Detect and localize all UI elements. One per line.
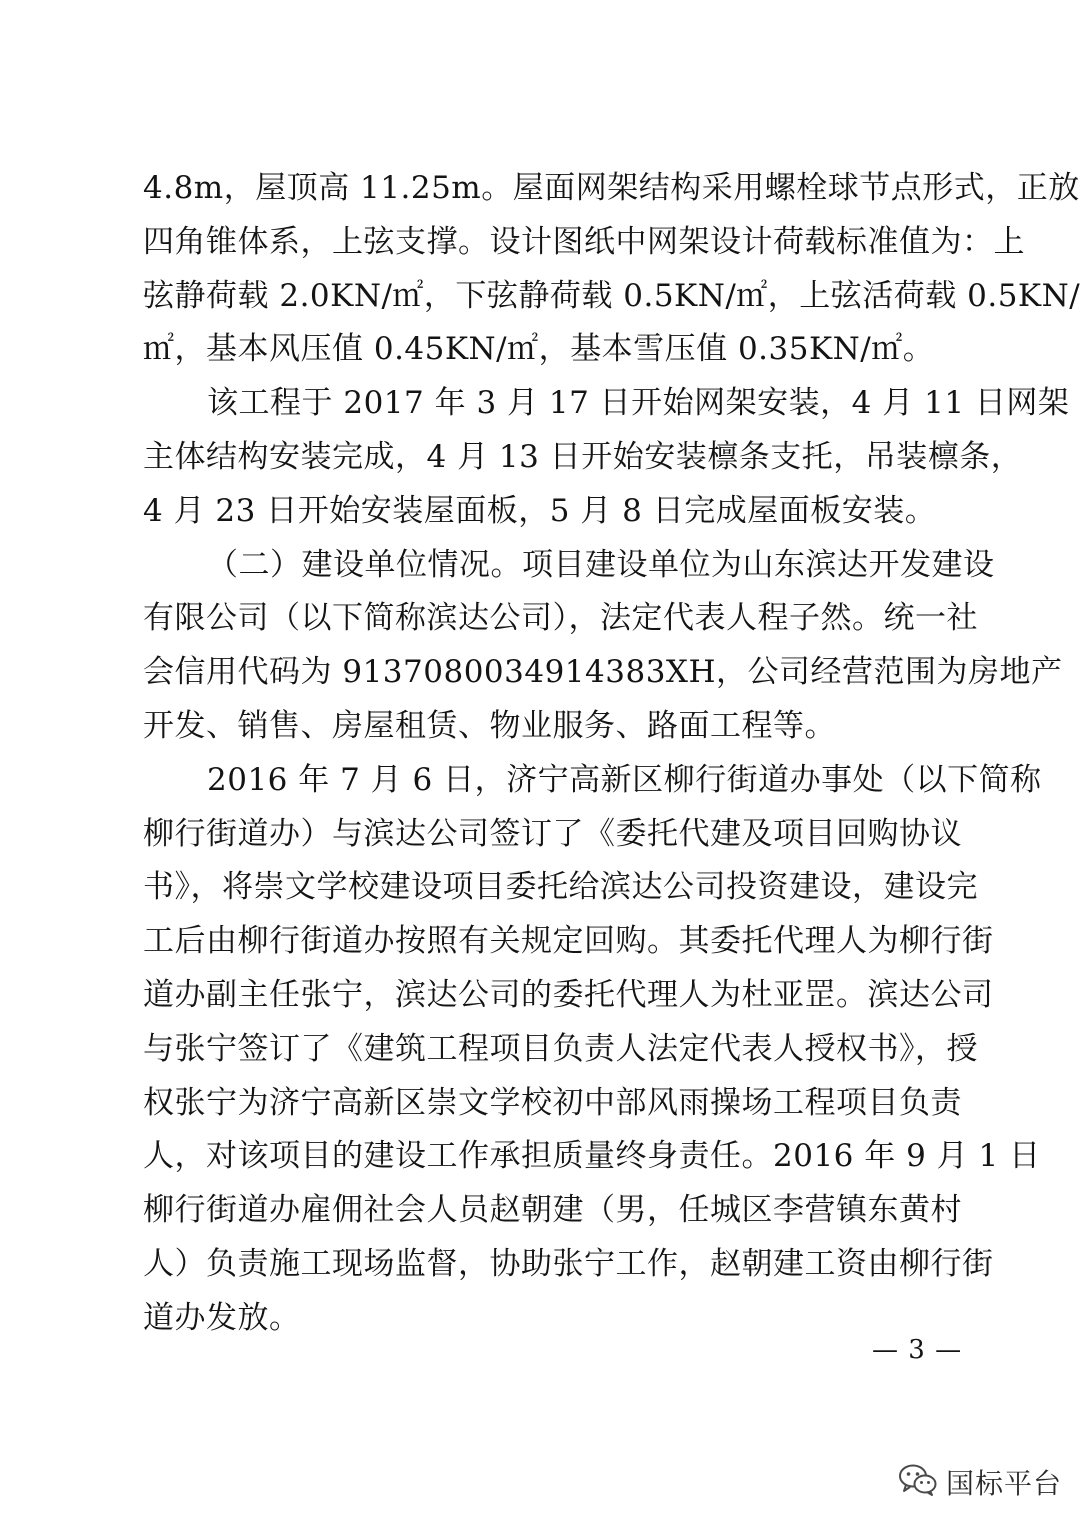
text-line: 权张宁为济宁高新区崇文学校初中部风雨操场工程项目负责 [143,1084,962,1121]
text-line: 会信用代码为 9137080034914383XH，公司经营范围为房地产 [143,654,1063,691]
text-line: 书》，将崇文学校建设项目委托给滨达公司投资建设，建设完 [143,869,978,906]
text-line: 与张宁签订了《建筑工程项目负责人法定代表人授权书》，授 [143,1030,978,1067]
text-line: 人，对该项目的建设工作承担质量终身责任。2016 年 9 月 1 日 [143,1138,1041,1175]
text-line: 道办发放。 [143,1299,301,1336]
text-line: 柳行街道办）与滨达公司签订了《委托代建及项目回购协议 [143,815,962,852]
text-line: 人）负责施工现场监督，协助张宁工作，赵朝建工资由柳行街 [143,1245,994,1282]
watermark-text: 国标平台 [946,1467,1063,1500]
text-line: 有限公司（以下简称滨达公司），法定代表人程子然。统一社 [143,600,978,637]
wechat-icon [898,1463,938,1501]
text-line: 4.8m，屋顶高 11.25m。屋面网架结构采用螺栓球节点形式，正放 [143,170,1080,206]
page-number: — 3 — [872,1335,963,1365]
watermark [898,1464,1062,1500]
text-line: （二）建设单位情况。项目建设单位为山东滨达开发建设 [207,546,995,583]
text-line: 2016 年 7 月 6 日，济宁高新区柳行街道办事处（以下简称 [207,761,1042,798]
text-line: 四角锥体系，上弦支撑。设计图纸中网架设计荷载标准值为：上 [143,223,1025,260]
text-line: 4 月 23 日开始安装屋面板，5 月 8 日完成屋面板安装。 [143,492,937,529]
text-line: 开发、销售、房屋租赁、物业服务、路面工程等。 [143,707,836,744]
text-line: 主体结构安装完成，4 月 13 日开始安装檩条支托，吊装檩条， [143,438,1023,475]
document-body [143,162,1080,1346]
text-line: 该工程于 2017 年 3 月 17 日开始网架安装，4 月 11 日网架 [207,385,1070,422]
text-line: 工后由柳行街道办按照有关规定回购。其委托代理人为柳行街 [143,923,994,960]
text-line: 道办副主任张宁，滨达公司的委托代理人为杜亚罡。滨达公司 [143,976,994,1013]
text-line: ㎡，基本风压值 0.45KN/㎡，基本雪压值 0.35KN/㎡。 [143,331,935,368]
text-line: 柳行街道办雇佣社会人员赵朝建（男，任城区李营镇东黄村 [143,1192,962,1229]
text-line: 弦静荷载 2.0KN/㎡，下弦静荷载 0.5KN/㎡，上弦活荷载 0.5KN/ [143,277,1080,314]
